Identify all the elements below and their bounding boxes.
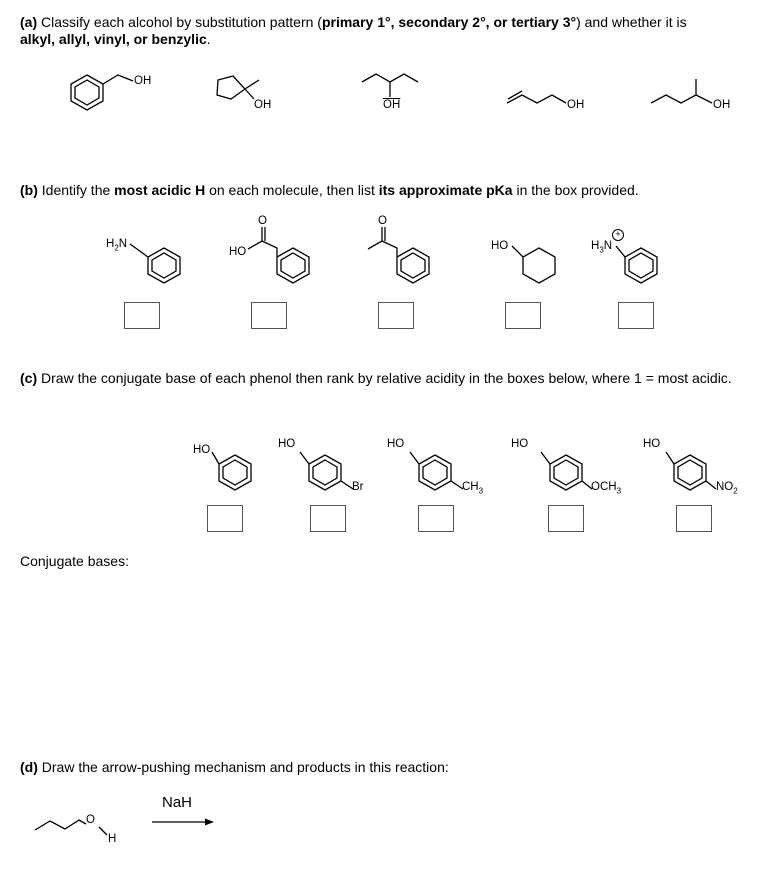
part-b-prompt: (b) Identify the most acidic H on each molecule, then list its approximate pKa in the box provided. bbox=[20, 182, 639, 198]
a3-oh-label: $\overline{OH}$ bbox=[383, 99, 401, 111]
conjugate-bases-label: Conjugate bases: bbox=[20, 553, 129, 569]
a2-oh-label: OH bbox=[254, 99, 272, 111]
b2-ho-label: HO bbox=[229, 246, 247, 258]
phenol-structure bbox=[212, 452, 251, 490]
aniline-structure bbox=[130, 244, 180, 283]
a1-oh-label: OH bbox=[134, 75, 152, 87]
part-d-label: (d) bbox=[20, 759, 38, 775]
c3-rank-box[interactable] bbox=[418, 505, 454, 532]
b2-o-label: O bbox=[258, 215, 267, 227]
c2-br-label: Br bbox=[352, 481, 364, 493]
b1-pka-box[interactable] bbox=[124, 302, 160, 329]
d-o-label: O bbox=[86, 814, 95, 826]
tertiary-alcohol-structure bbox=[651, 79, 712, 103]
b3-o-label: O bbox=[378, 215, 387, 227]
part-a-label: (a) bbox=[20, 14, 38, 30]
d-h-label: H bbox=[108, 833, 117, 845]
reaction-arrow bbox=[152, 819, 214, 826]
c3-ch3-label: $CH_3$ bbox=[462, 481, 484, 496]
c4-rank-box[interactable] bbox=[548, 505, 584, 532]
cresol-structure bbox=[410, 452, 463, 490]
c4-ho-label: HO bbox=[511, 438, 529, 450]
part-c-prompt: (c) Draw the conjugate base of each phenol then rank by relative acidity in the boxes below, where 1 = most acidic. bbox=[20, 370, 732, 386]
methylcyclopentanol-structure bbox=[217, 76, 259, 99]
bromophenol-structure bbox=[300, 452, 353, 490]
positive-charge-icon: + bbox=[612, 229, 624, 241]
b2-pka-box[interactable] bbox=[251, 302, 287, 329]
c2-rank-box[interactable] bbox=[310, 505, 346, 532]
b1-h2n-label: $H_2N$ bbox=[106, 238, 128, 253]
part-d-prompt: (d) Draw the arrow-pushing mechanism and products in this reaction: bbox=[20, 759, 449, 775]
b5-pka-box[interactable] bbox=[618, 302, 654, 329]
allylic-alcohol-structure bbox=[507, 91, 566, 103]
c1-rank-box[interactable] bbox=[207, 505, 243, 532]
c5-ho-label: HO bbox=[643, 438, 661, 450]
benzyl-alcohol-structure bbox=[71, 75, 133, 110]
c5-no2-label: $NO_2$ bbox=[716, 481, 738, 496]
c4-och3-label: $OCH_3$ bbox=[591, 481, 622, 496]
part-b-label: (b) bbox=[20, 182, 38, 198]
b4-pka-box[interactable] bbox=[505, 302, 541, 329]
reagent-nah-label: NaH bbox=[162, 794, 193, 811]
c5-rank-box[interactable] bbox=[676, 505, 712, 532]
c2-ho-label: HO bbox=[278, 438, 296, 450]
b5-h3n-label: $H_3N$ bbox=[591, 240, 613, 255]
benzylammonium-structure bbox=[616, 246, 657, 283]
secondary-alcohol-structure bbox=[362, 74, 418, 97]
part-a-prompt: (a) Classify each alcohol by substitution pattern (primary 1°, secondary 2°, or tertiary 3°) and whether it is alkyl, allyl, vinyl, or benzylic. bbox=[20, 14, 687, 47]
c3-ho-label: HO bbox=[387, 438, 405, 450]
c1-ho-label: HO bbox=[193, 444, 211, 456]
cyclohexylmethanol-structure bbox=[512, 246, 555, 283]
propanol-structure bbox=[35, 820, 107, 835]
methoxyphenol-structure bbox=[541, 452, 592, 490]
phenylacetic-acid-structure bbox=[248, 227, 309, 283]
phenylacetone-structure bbox=[368, 227, 429, 283]
b4-ho-label: HO bbox=[491, 240, 509, 252]
a4-oh-label: OH bbox=[567, 99, 585, 111]
part-c-label: (c) bbox=[20, 370, 38, 386]
nitrophenol-structure bbox=[666, 452, 716, 490]
b3-pka-box[interactable] bbox=[378, 302, 414, 329]
a5-oh-label: OH bbox=[713, 99, 731, 111]
